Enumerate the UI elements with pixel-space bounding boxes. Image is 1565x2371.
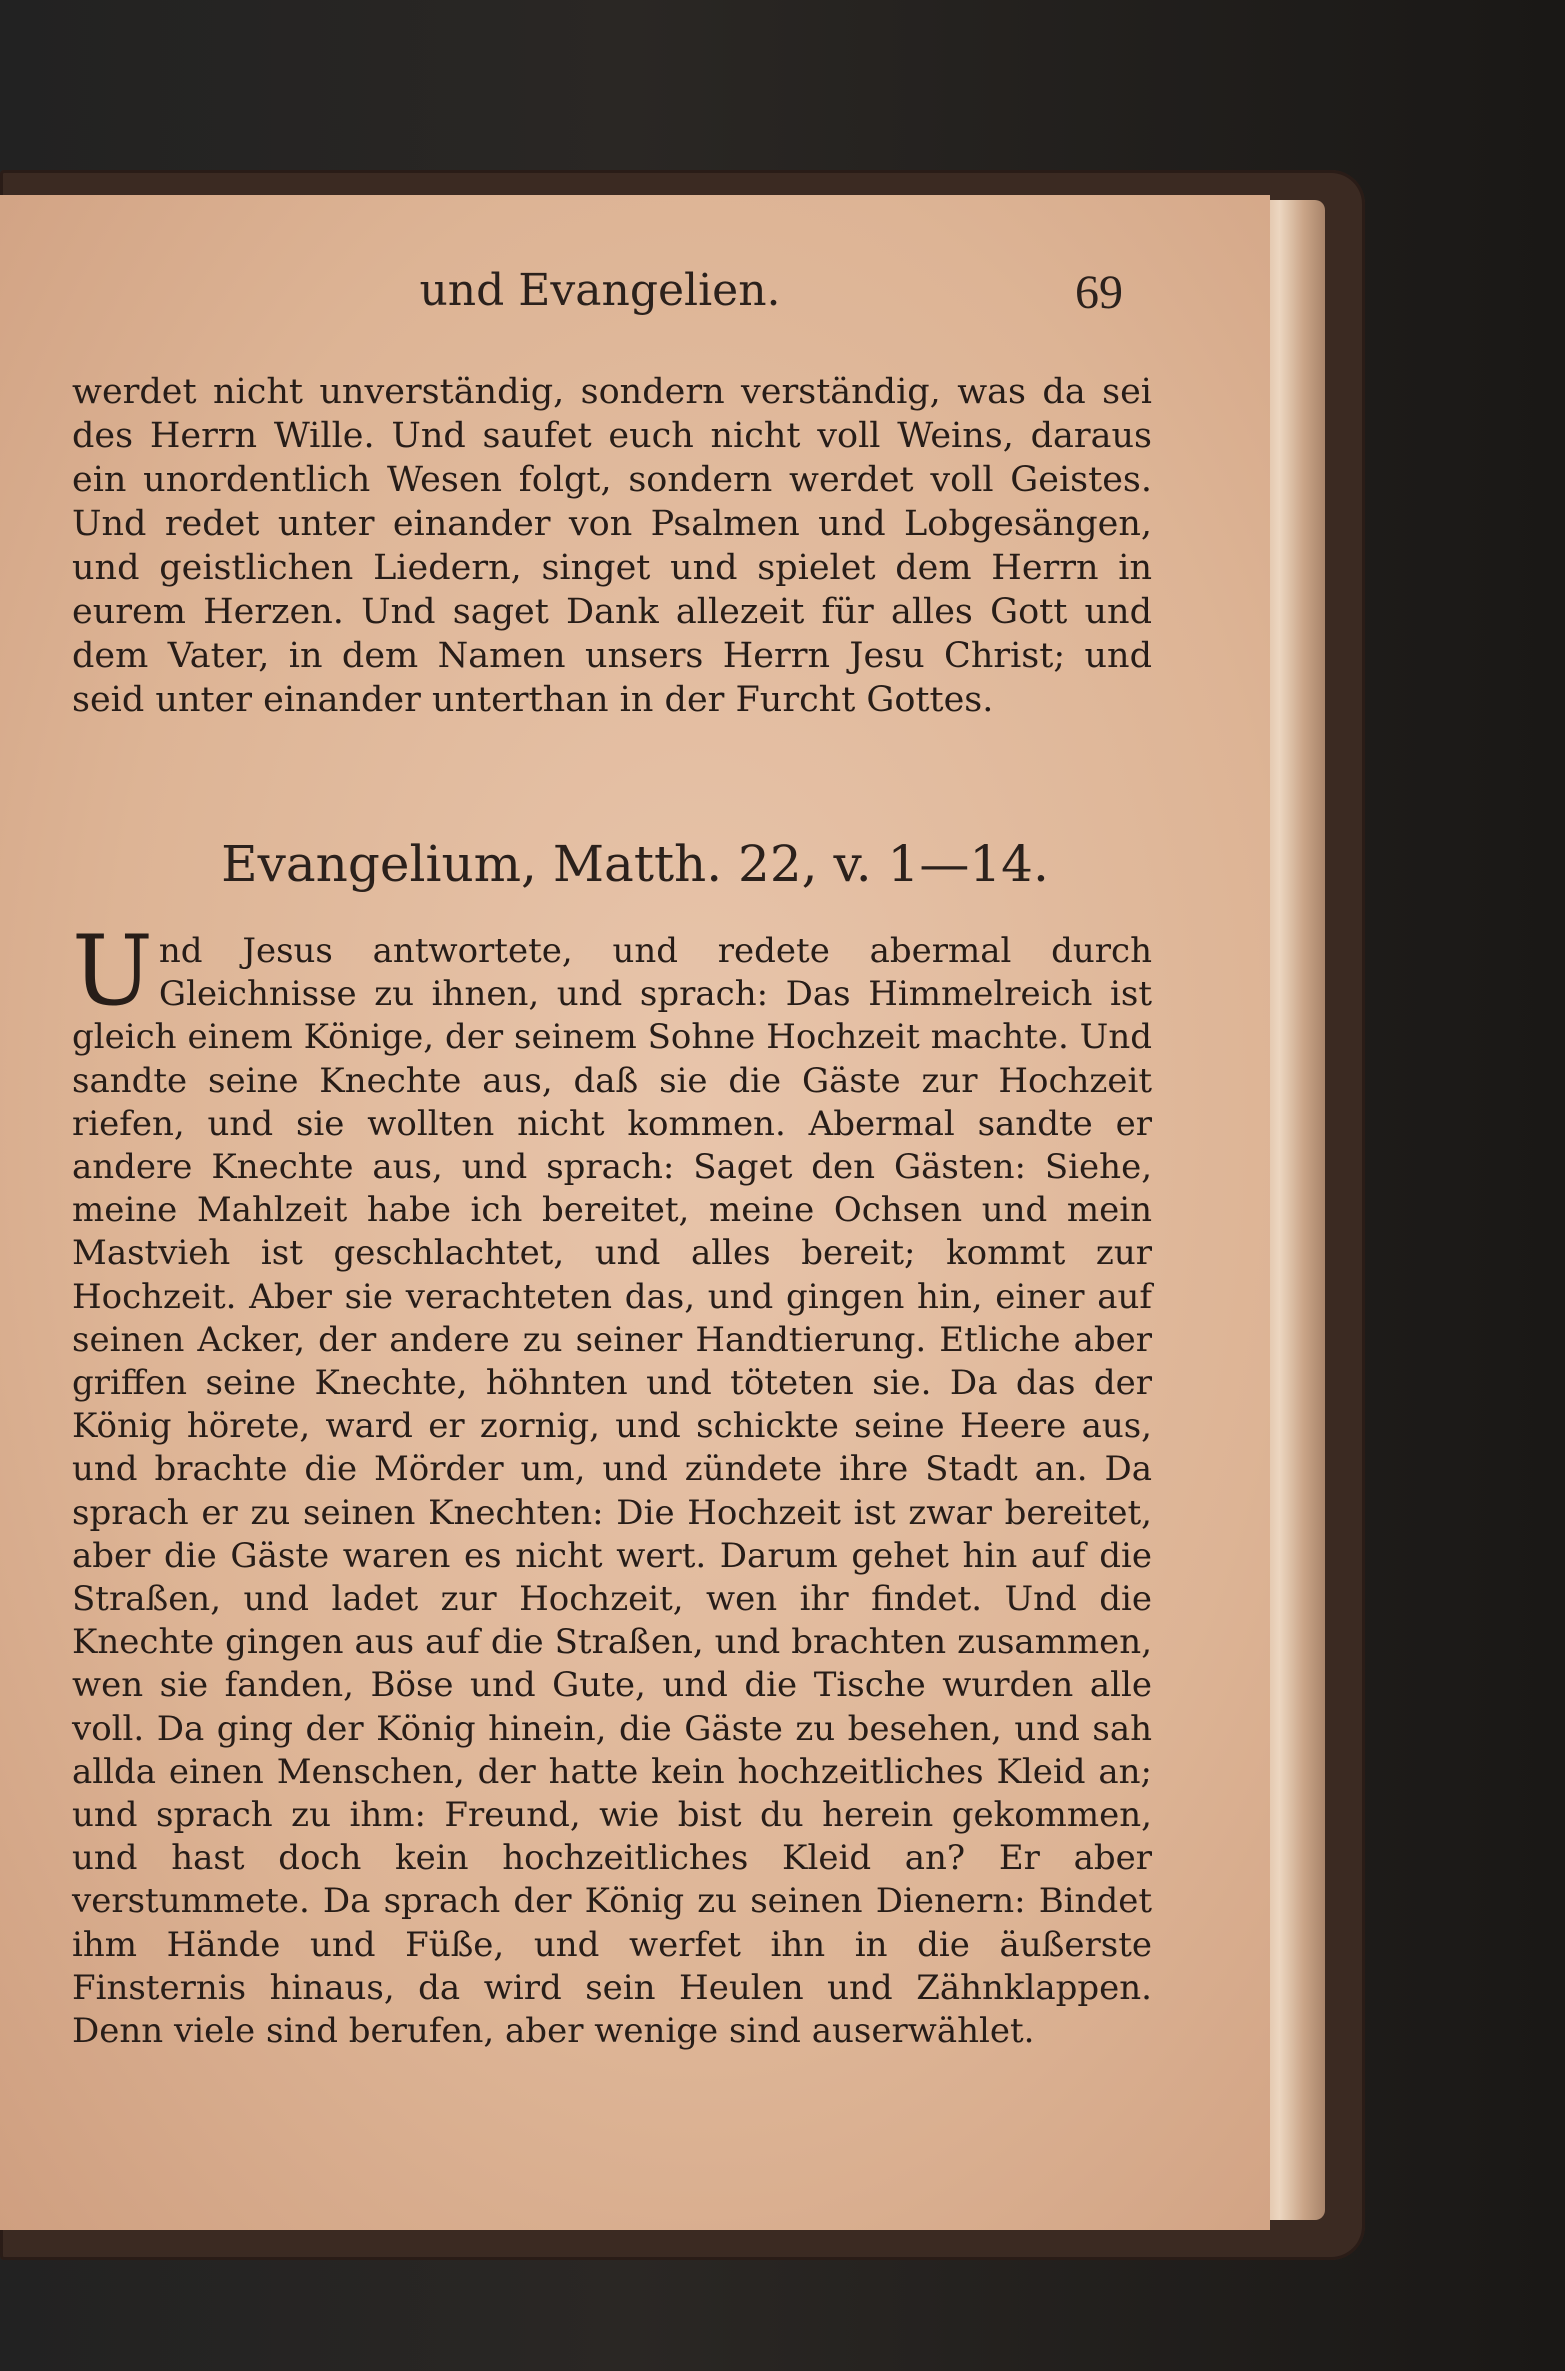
gospel-heading: Evangelium, Matth. 22, v. 1—14. — [221, 835, 1049, 893]
epistle-ending-paragraph: werdet nicht unverständig, sondern verständig, was da sei des Herrn Wille. Und saufet euch nicht voll Weins, daraus ein unordentlich Wesen folgt, sondern werdet voll Geistes. Und redet unter einander von Psalmen und Lobgesängen, und geistlichen Liedern, singet und spielet dem Herrn in eurem Herzen. Und saget Dank allezeit für alles Gott und dem Vater, in dem Namen unsers Herrn Jesu Christ; und seid unter einander unterthan in der Furcht Gottes. — [72, 372, 1152, 720]
gospel-paragraph — [72, 915, 1152, 2053]
drop-cap: U — [72, 915, 153, 1027]
gospel-text: nd Jesus antwortete, und redete abermal durch Gleichnisse zu ihnen, und sprach: Das Himmelreich ist gleich einem Könige, der seinem Sohne Hochzeit machte. Und sandte seine Knechte aus, daß sie die Gäste zur Hochzeit riefen, und sie wollten nicht kommen. Abermal sandte er andere Knechte aus, und sprach: Saget den Gästen: Siehe, meine Mahlzeit habe ich bereitet, meine Ochsen und mein Mastvieh ist geschlachtet, und alles bereit; kommt zur Hochzeit. Aber sie verachteten das, und gingen hin, einer auf seinen Acker, der andere zu seiner Handtierung. Etliche aber griffen seine Knechte, höhnten und töteten sie. Da das der König hörete, ward er zornig, und schickte seine Heere aus, und brachte die Mörder um, und zündete ihre Stadt an. Da sprach er zu seinen Knechten: Die Hochzeit ist zwar bereitet, aber die Gäste waren es nicht wert. Darum gehet hin auf die Straßen, und ladet zur Hochzeit, wen ihr findet. Und die Knechte gingen aus auf die Straßen, und brachten zusammen, wen sie fanden, Böse und Gute, und die Tische wurden alle voll. Da ging der König hinein, die Gäste zu besehen, und sah allda einen Menschen, der hatte kein hochzeitliches Kleid an; und sprach zu ihm: Freund, wie bist du herein gekommen, und hast doch kein hochzeitliches Kleid an? Er aber verstummete. Da sprach der König zu seinen Dienern: Bindet ihm Hände und Füße, und werfet ihn in die äußerste Finsternis hinaus, da wird sein Heulen und Zähnklappen. Denn viele sind berufen, aber wenige sind auserwählet. — [72, 931, 1152, 2052]
page-number: 69 — [1075, 266, 1123, 319]
page-header — [0, 265, 1270, 345]
running-title: und Evangelien. — [419, 265, 781, 316]
